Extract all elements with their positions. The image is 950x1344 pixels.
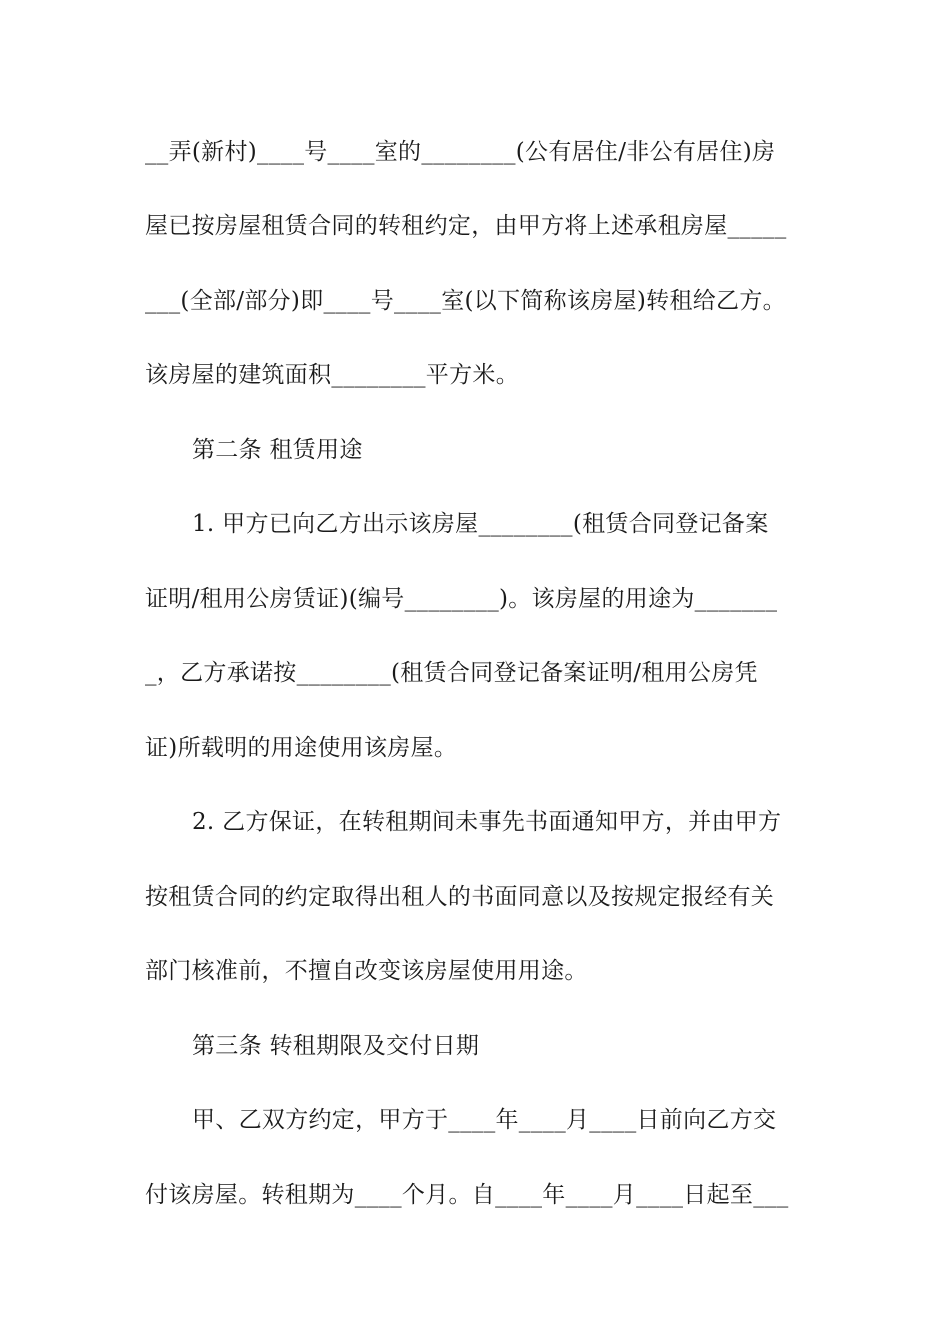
paragraph-line: 按租赁合同的约定取得出租人的书面同意以及按规定报经有关	[145, 884, 775, 910]
paragraph-line: 2. 乙方保证，在转租期间未事先书面通知甲方，并由甲方	[192, 809, 782, 835]
paragraph-line: 屋已按房屋租赁合同的转租约定，由甲方将上述承租房屋_____	[145, 213, 787, 239]
section-heading: 第三条 转租期限及交付日期	[192, 1033, 480, 1059]
paragraph-line: 证)所载明的用途使用该房屋。	[145, 735, 458, 761]
paragraph-line: 付该房屋。转租期为____个月。自____年____月____日起至___	[145, 1182, 789, 1208]
paragraph-line: 1. 甲方已向乙方出示该房屋________(租赁合同登记备案	[192, 511, 769, 537]
paragraph-line: _，乙方承诺按________(租赁合同登记备案证明/租用公房凭	[145, 660, 758, 686]
section-heading: 第二条 租赁用途	[192, 437, 363, 463]
paragraph-line: 证明/租用公房赁证)(编号________)。该房屋的用途为_______	[145, 586, 778, 612]
paragraph-line: 该房屋的建筑面积________平方米。	[145, 362, 519, 388]
paragraph-line: 甲、乙双方约定，甲方于____年____月____日前向乙方交	[192, 1107, 777, 1133]
paragraph-line: ___(全部/部分)即____号____室(以下简称该房屋)转租给乙方。	[145, 288, 786, 314]
paragraph-line: __弄(新村)____号____室的________(公有居住/非公有居住)房	[145, 139, 776, 165]
paragraph-line: 部门核准前，不擅自改变该房屋使用用途。	[145, 958, 588, 984]
